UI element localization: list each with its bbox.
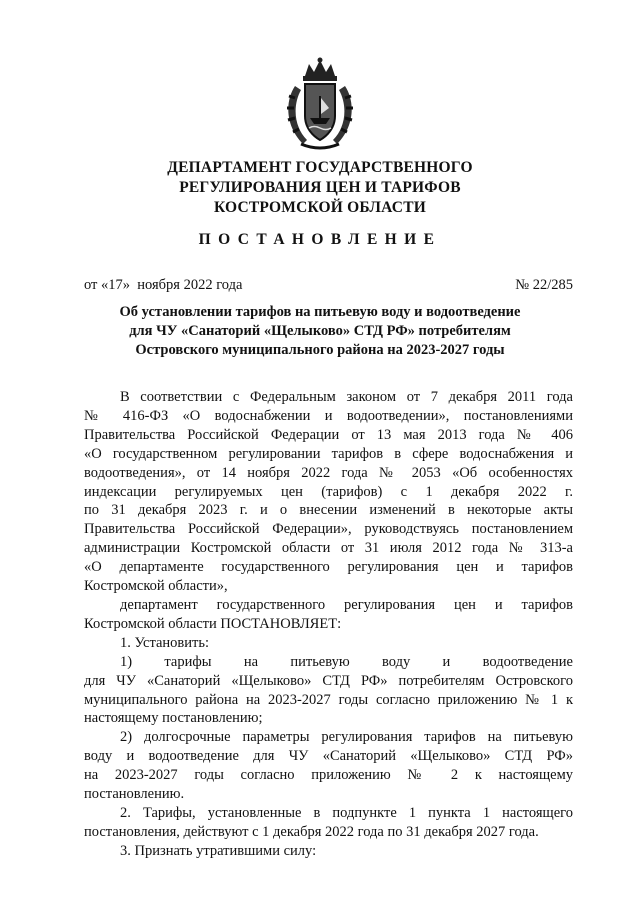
body-line: «О департаменте государственного регулирования цен и тарифов: [84, 559, 573, 576]
item-1-title: 1. Установить:: [120, 634, 210, 651]
body-line: В соответствии с Федеральным законом от 7 декабря 2011 года: [120, 389, 573, 405]
department-name: [0, 158, 640, 218]
subject-line: Островского муниципального района на 2023-2027 годы: [135, 342, 505, 358]
body-line: муниципального района на 2023-2027 годы согласно приложению № 1 к: [84, 691, 573, 708]
department-line: ДЕПАРТАМЕНТ ГОСУДАРСТВЕННОГО: [167, 159, 473, 176]
body-line: воду и водоотведение для ЧУ «Санаторий «Щелыково» СТД РФ»: [84, 748, 573, 765]
body-line: для ЧУ «Санаторий «Щелыково» СТД РФ» потребителям Островского: [84, 672, 573, 689]
subject-line: для ЧУ «Санаторий «Щелыково» СТД РФ» потребителям: [129, 323, 511, 339]
body-line: 2. Тарифы, установленные в подпункте 1 пункта 1 настоящего: [120, 804, 573, 821]
document-body: [84, 388, 573, 861]
date-line: [84, 277, 573, 294]
body-line: 2) долгосрочные параметры регулирования тарифов на питьевую: [120, 729, 573, 746]
kostroma-coat-of-arms-icon: [281, 56, 359, 152]
body-line: Правительства Российской Федерации», руководствуясь постановлением: [84, 521, 573, 538]
document-subject: [0, 303, 640, 360]
body-line: департамент государственного регулирования цен и тарифов: [120, 596, 573, 613]
body-line: настоящему постановлению;: [84, 710, 263, 727]
subject-line: Об установлении тарифов на питьевую воду и водоотведение: [119, 304, 521, 320]
body-line: на 2023-2027 годы согласно приложению № 2 к настоящему: [84, 767, 573, 784]
body-line: № 416-ФЗ «О водоснабжении и водоотведении», постановлениями: [84, 407, 573, 424]
document-number: № 22/285: [515, 277, 573, 293]
document-type: ПОСТАНОВЛЕНИЕ: [198, 231, 442, 248]
document-date: от «17» ноября 2022 года: [84, 277, 243, 293]
body-line: по 31 декабря 2023 г. и о внесении изменений в некоторые акты: [84, 502, 573, 519]
body-line: администрации Костромской области от 31 июля 2012 года № 313-а: [84, 540, 573, 557]
body-line: Костромской области ПОСТАНОВЛЯЕТ:: [84, 615, 342, 632]
body-line: постановлению.: [84, 786, 185, 803]
department-line: КОСТРОМСКОЙ ОБЛАСТИ: [213, 199, 426, 216]
body-line: Правительства Российской Федерации от 13 мая 2013 года № 406: [84, 426, 573, 443]
department-line: РЕГУЛИРОВАНИЯ ЦЕН И ТАРИФОВ: [179, 179, 461, 196]
body-line: водоотведения», от 14 ноября 2022 года № 2053 «Об особенностях: [84, 464, 573, 481]
body-line: 1) тарифы на питьевую воду и водоотведение: [120, 653, 573, 670]
body-line: «О государственном регулировании тарифов в сфере водоснабжения и: [84, 445, 573, 462]
body-line: индексации регулируемых цен (тарифов) с 1 декабря 2022 г.: [84, 483, 573, 500]
body-line: постановления, действуют с 1 декабря 2022 года по 31 декабря 2027 года.: [84, 823, 539, 840]
item-3-title: 3. Признать утратившими силу:: [120, 842, 317, 859]
body-line: Костромской области»,: [84, 578, 228, 595]
